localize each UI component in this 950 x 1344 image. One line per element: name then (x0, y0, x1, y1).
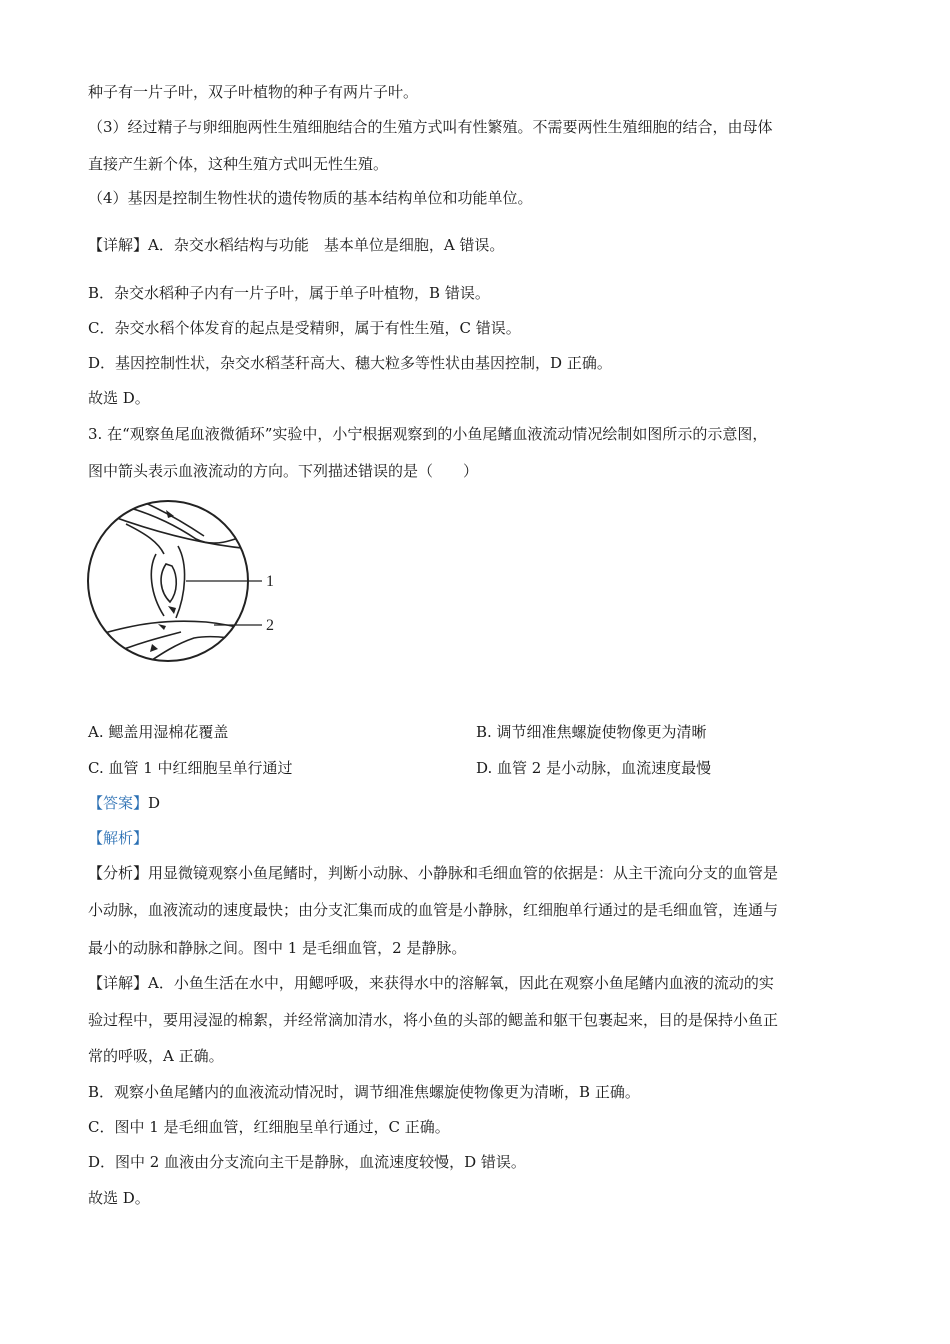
text-line: C．杂交水稻个体发育的起点是受精卵，属于有性生殖，C 错误。 (88, 319, 521, 337)
arrow-icon (150, 644, 158, 652)
analysis-line: 常的呼吸，A 正确。 (88, 1047, 224, 1065)
text-line: 【详解】A．杂交水稻结构与功能 基本单位是细胞，A 错误。 (88, 236, 505, 254)
capillary-1 (161, 564, 176, 602)
text-line: D．基因控制性状，杂交水稻茎秆高大、穗大粒多等性状由基因控制，D 正确。 (88, 354, 612, 372)
answer-value: D (148, 794, 161, 812)
option-c: C. 血管 1 中红细胞呈单行通过 (88, 759, 293, 777)
analysis-line: 【详解】A．小鱼生活在水中，用鳃呼吸，来获得水中的溶解氧，因此在观察小鱼尾鳍内血液的流动的实 (88, 974, 774, 992)
text-line: （4）基因是控制生物性状的遗传物质的基本结构单位和功能单位。 (88, 189, 533, 207)
analysis-line: C．图中 1 是毛细血管，红细胞呈单行通过，C 正确。 (88, 1118, 450, 1136)
analysis-line: 最小的动脉和静脉之间。图中 1 是毛细血管，2 是静脉。 (88, 939, 467, 957)
text-line: 种子有一片子叶，双子叶植物的种子有两片子叶。 (88, 83, 419, 101)
text-line: 故选 D。 (88, 389, 150, 407)
text-line: B．杂交水稻种子内有一片子叶，属于单子叶植物，B 错误。 (88, 284, 490, 302)
option-b: B. 调节细准焦螺旋使物像更为清晰 (476, 723, 707, 741)
text-line: （3）经过精子与卵细胞两性生殖细胞结合的生殖方式叫有性繁殖。不需要两性生殖细胞的结合，由母体 (88, 118, 773, 136)
option-d: D. 血管 2 是小动脉，血流速度最慢 (476, 759, 712, 777)
option-a: A. 鳃盖用湿棉花覆盖 (88, 723, 229, 741)
answer-tag: 【答案】 (88, 794, 149, 812)
figure-label-1: 1 (266, 573, 274, 590)
answer-line (88, 792, 160, 814)
analysis-line: 故选 D。 (88, 1189, 150, 1207)
arrow-icon (168, 606, 176, 614)
analysis-line: D．图中 2 血液由分支流向主干是静脉，血流速度较慢，D 错误。 (88, 1153, 526, 1171)
question-stem: 图中箭头表示血液流动的方向。下列描述错误的是（ ） (88, 462, 479, 480)
capillary-right (176, 546, 185, 618)
question-stem: 3. 在“观察鱼尾血液微循环”实验中，小宁根据观察到的小鱼尾鳍血液流动情况绘制如图所示的示意图， (88, 425, 768, 443)
upper-vessel-mid (116, 504, 261, 543)
analysis-line: B．观察小鱼尾鳍内的血液流动情况时，调节细准焦螺旋使物像更为清晰，B 正确。 (88, 1083, 640, 1101)
analysis-line: 验过程中，要用浸湿的棉絮，并经常滴加清水，将小鱼的头部的鳃盖和躯干包裹起来，目的是保持小鱼正 (88, 1011, 779, 1029)
figure-label-2: 2 (266, 617, 274, 634)
text-line: 直接产生新个体，这种生殖方式叫无性生殖。 (88, 155, 389, 173)
analysis-line: 小动脉，血液流动的速度最快；由分支汇集而成的血管是小静脉，红细胞单行通过的是毛细血管，连通与 (88, 901, 779, 919)
analysis-line: 【分析】用显微镜观察小鱼尾鳍时，判断小动脉、小静脉和毛细血管的依据是：从主干流向分支的血管是 (88, 864, 779, 882)
arrow-icon (158, 624, 166, 630)
analysis-tag: 【解析】 (88, 829, 149, 847)
blood-vessel-diagram (86, 494, 286, 674)
